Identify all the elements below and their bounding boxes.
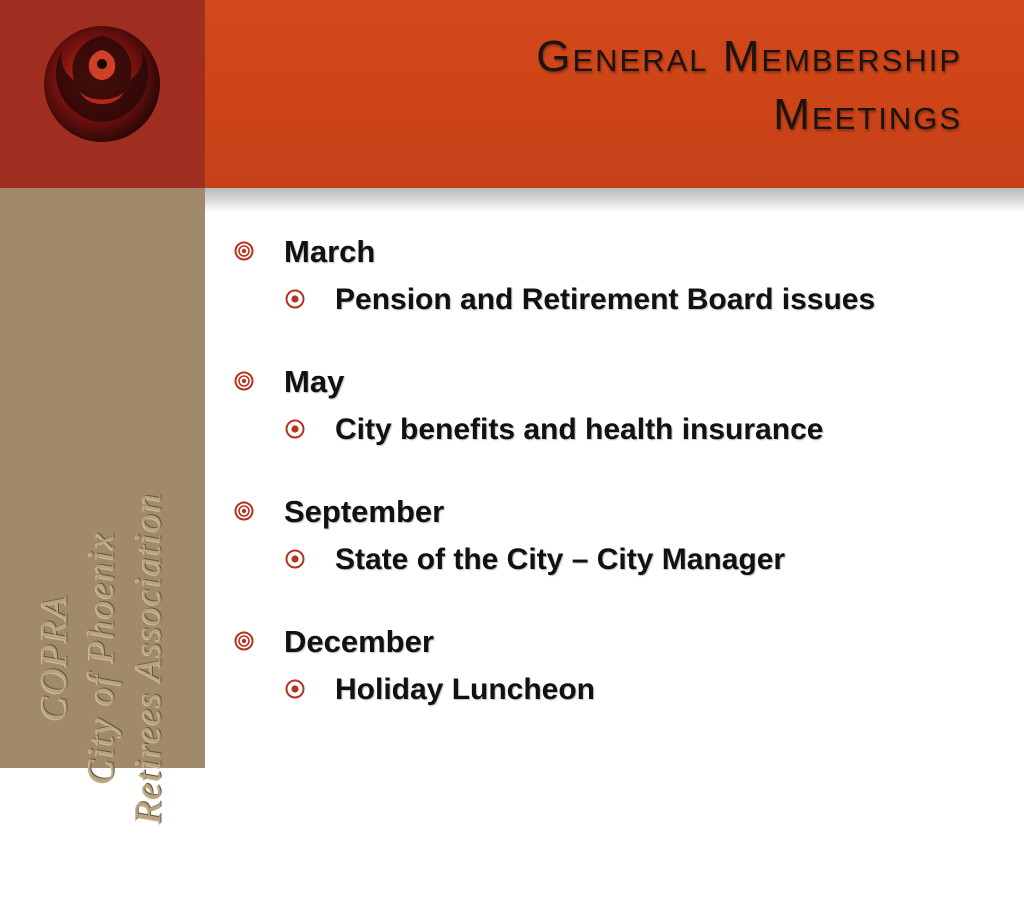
bullet-icon xyxy=(234,241,254,261)
bullet-icon xyxy=(285,289,305,309)
topic-row xyxy=(232,668,1012,716)
title-shadow xyxy=(205,188,1024,212)
organization-name xyxy=(32,418,173,898)
title-line-1: General Membership xyxy=(536,32,962,81)
page-title xyxy=(282,28,962,144)
title-line-2: Meetings xyxy=(773,90,962,139)
meeting-month: December xyxy=(284,624,434,659)
meeting-topic: State of the City – City Manager xyxy=(335,543,786,576)
meeting-item xyxy=(232,620,1012,750)
org-line-1: COPRA xyxy=(34,594,76,722)
meeting-month: March xyxy=(284,234,376,269)
org-line-2: City of Phoenix xyxy=(81,531,123,785)
meeting-item xyxy=(232,360,1012,490)
phoenix-bird-icon xyxy=(40,22,164,146)
meeting-topic: Pension and Retirement Board issues xyxy=(335,283,876,316)
month-row xyxy=(232,360,1012,408)
bullet-icon xyxy=(285,549,305,569)
topic-row xyxy=(232,408,1012,456)
month-row xyxy=(232,490,1012,538)
bullet-icon xyxy=(234,501,254,521)
meeting-item xyxy=(232,490,1012,620)
logo-panel xyxy=(0,0,205,188)
meeting-month: May xyxy=(284,364,345,399)
meeting-item xyxy=(232,230,1012,360)
org-line-3: Retirees Association xyxy=(128,492,170,824)
bullet-icon xyxy=(234,631,254,651)
topic-row xyxy=(232,538,1012,586)
month-row xyxy=(232,230,1012,278)
side-panel xyxy=(0,188,205,824)
meeting-topic: Holiday Luncheon xyxy=(335,673,596,706)
meeting-month: September xyxy=(284,494,445,529)
bullet-icon xyxy=(285,679,305,699)
bullet-icon xyxy=(234,371,254,391)
meeting-topic: City benefits and health insurance xyxy=(335,413,824,446)
month-row xyxy=(232,620,1012,668)
title-bar xyxy=(205,0,1024,188)
topic-row xyxy=(232,278,1012,326)
meeting-list xyxy=(232,230,1012,750)
bullet-icon xyxy=(285,419,305,439)
